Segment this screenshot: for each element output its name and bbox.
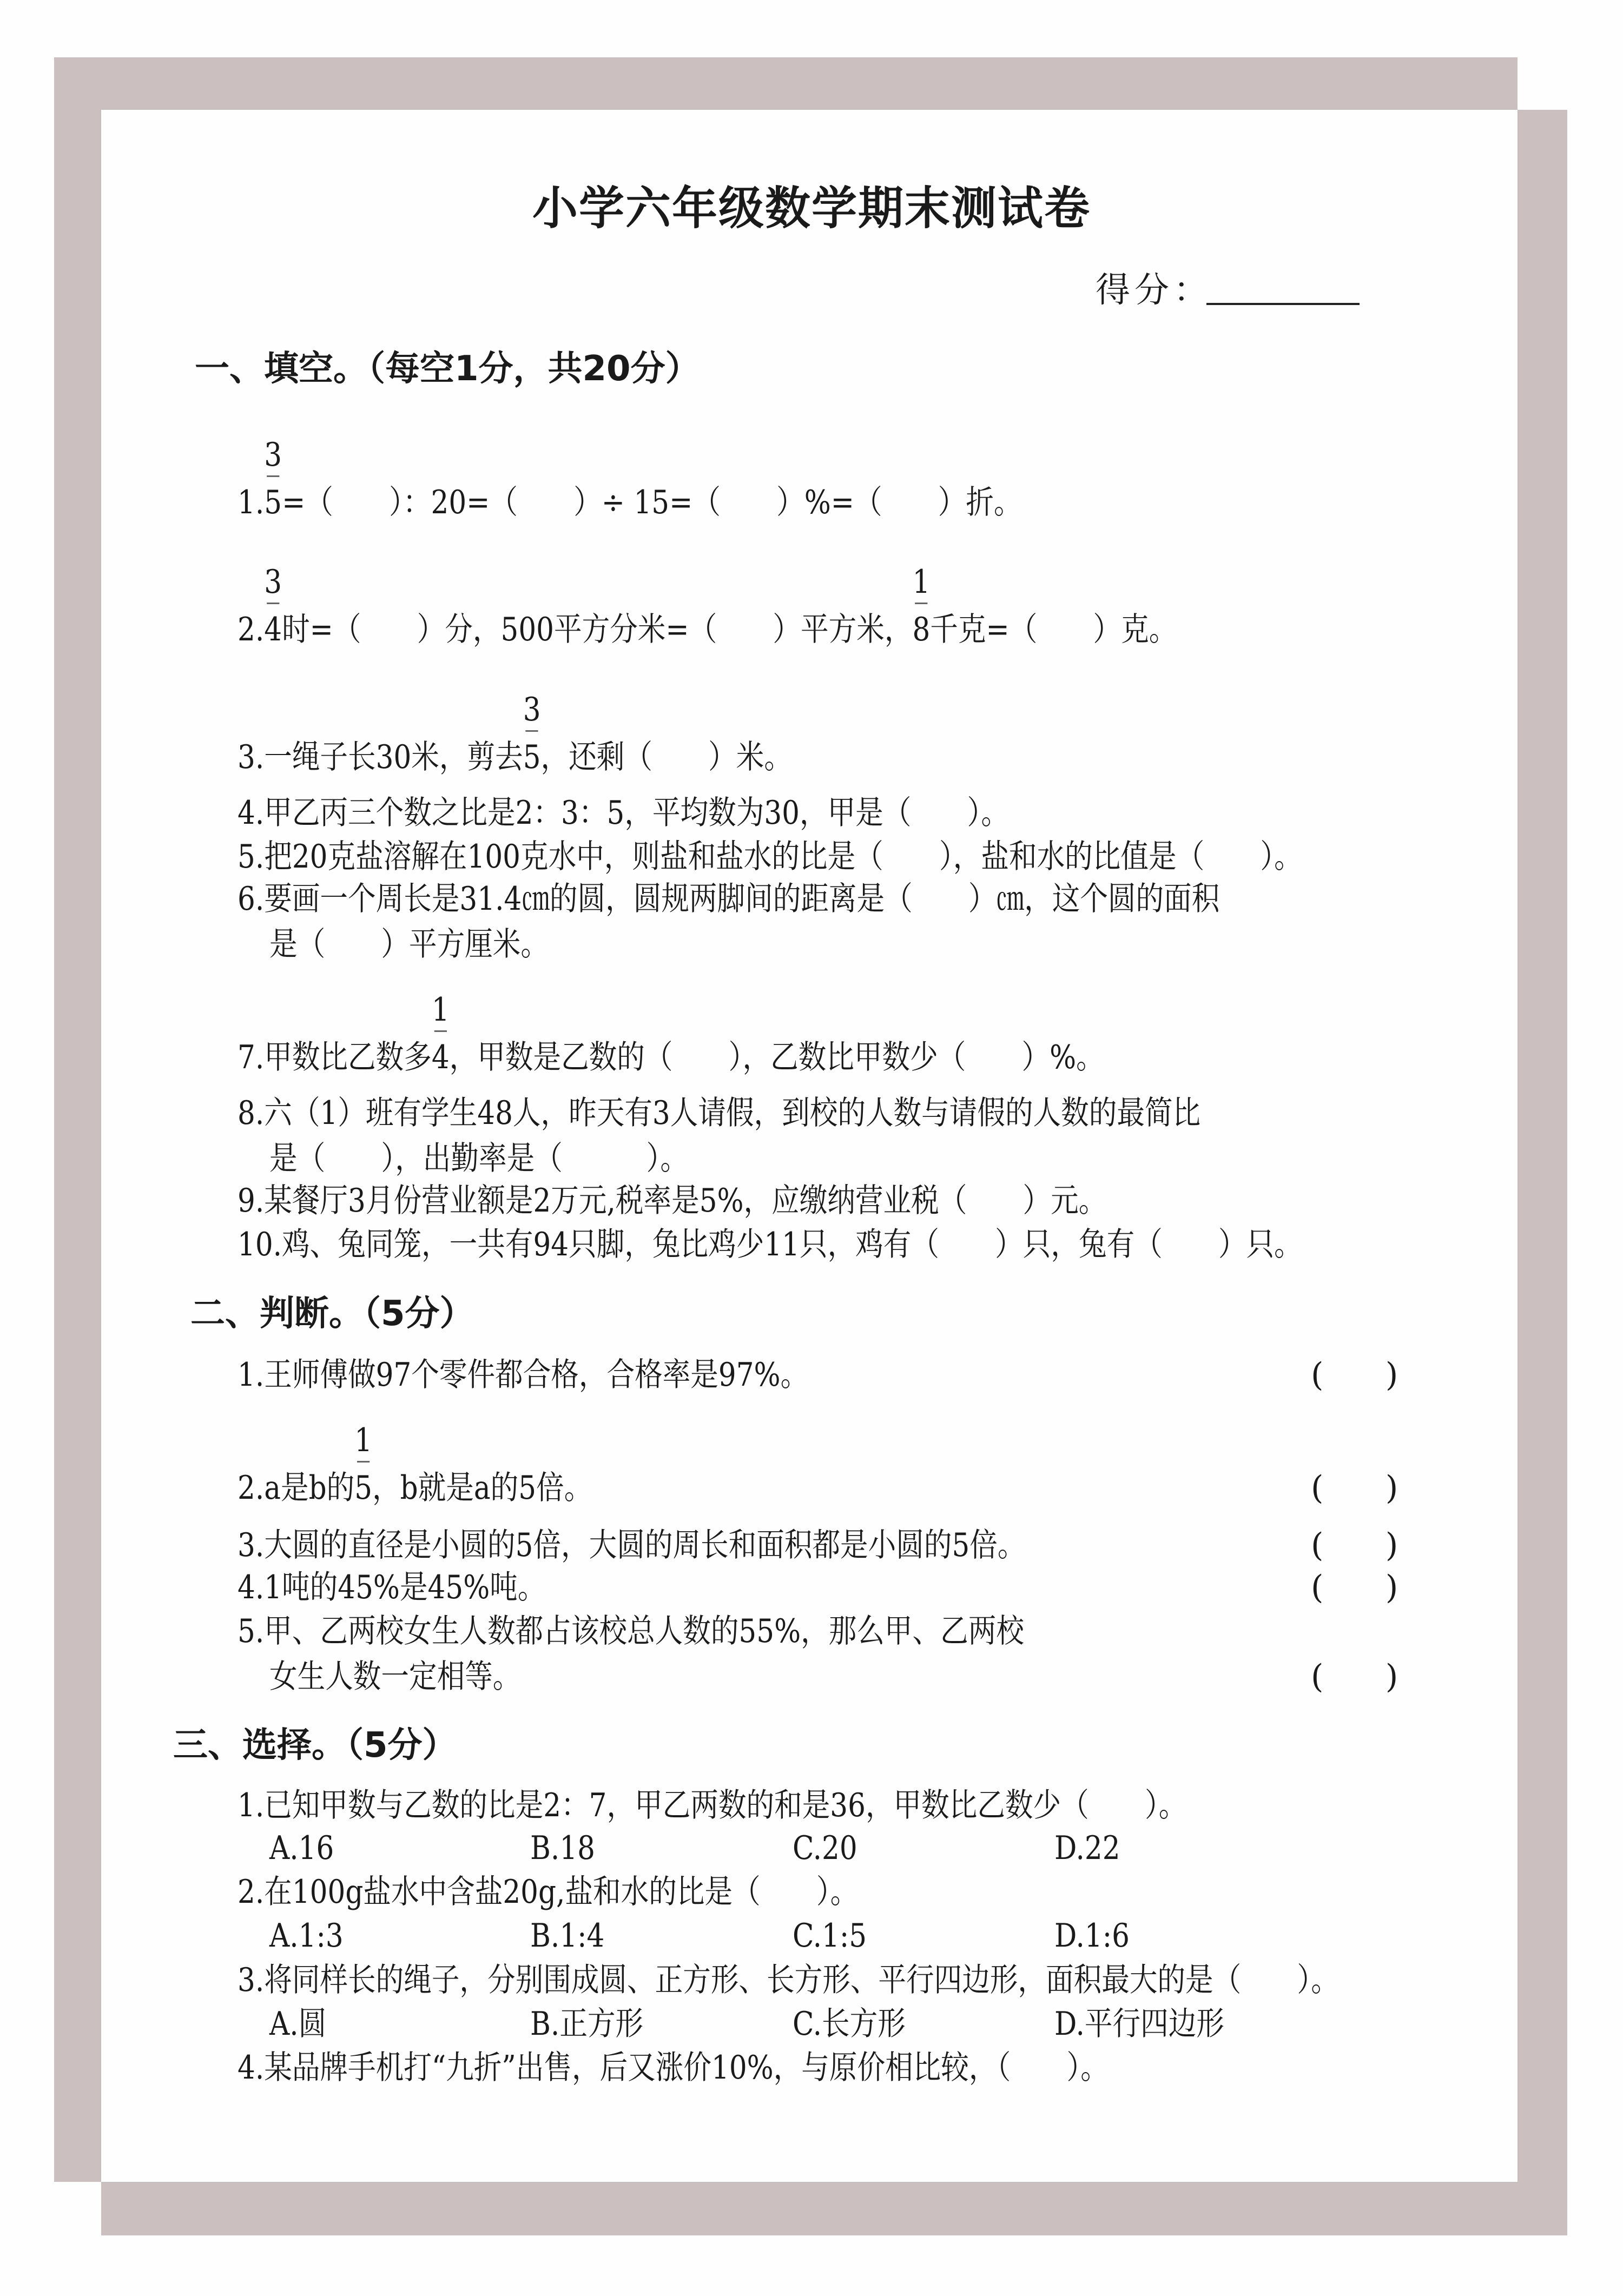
question-line	[237, 1568, 545, 1607]
question-text: 1.王师傅做97个零件都合格，合格率是97%。	[237, 1356, 809, 1394]
answer-bracket[interactable]: ( )	[1311, 1526, 1398, 1564]
choice-option[interactable]: C.20	[793, 1829, 857, 1867]
fraction-numerator: 3	[523, 691, 541, 729]
question-text: 3.大圆的直径是小圆的5倍，大圆的周长和面积都是小圆的5倍。	[237, 1526, 1026, 1564]
question-line	[237, 691, 792, 777]
fraction	[523, 691, 541, 777]
question-text: ，甲数是乙数的（ ），乙数比甲数少（ ）%。	[449, 1038, 1104, 1076]
choice-option[interactable]: B.1:4	[530, 1917, 605, 1955]
choice-option[interactable]: B.18	[530, 1829, 595, 1867]
question-line	[237, 1355, 808, 1394]
question-text: =（ ）：20=（ ）÷ 15=（ ）%=（ ）折。	[282, 484, 1022, 521]
question-text: 2.a是b的	[237, 1469, 355, 1507]
question-line	[269, 925, 549, 964]
question-text: 7.甲数比乙数多	[237, 1038, 432, 1076]
choice-option[interactable]: A.16	[269, 1829, 334, 1867]
question-text: 5.甲、乙两校女生人数都占该校总人数的55%，那么甲、乙两校	[237, 1612, 1024, 1650]
question-text: 是（ ），出勤率是（ ）。	[269, 1140, 688, 1177]
fraction	[264, 436, 282, 522]
question-text: 1.	[237, 484, 265, 521]
choice-option[interactable]: C.长方形	[793, 2005, 906, 2043]
fraction-bar	[526, 730, 538, 732]
question-text: 9.某餐厅3月份营业额是2万元,税率是5%，应缴纳营业税（ ）元。	[237, 1182, 1107, 1220]
choice-option[interactable]: D.1:6	[1054, 1917, 1130, 1955]
fraction-bar	[434, 1030, 447, 1032]
question-text: 2.	[237, 611, 265, 649]
question-text: 4.甲乙丙三个数之比是2：3：5，平均数为30，甲是（ ）。	[237, 794, 1009, 832]
fraction-denominator: 5	[354, 1469, 373, 1507]
score-blank[interactable]	[1206, 303, 1360, 305]
question-text: 1.已知甲数与乙数的比是2：7，甲乙两数的和是36，甲数比乙数少（ ）。	[237, 1786, 1187, 1824]
choice-option[interactable]: D.平行四边形	[1054, 2005, 1224, 2043]
fraction-bar	[357, 1461, 370, 1463]
fraction-denominator: 5	[264, 484, 282, 521]
question-text: 千克=（ ）克。	[930, 611, 1177, 649]
question-text: 5.把20克盐溶解在100克水中，则盐和盐水的比是（ ），盐和水的比值是（ ）。	[237, 838, 1302, 876]
question-line	[237, 837, 1302, 876]
question-line	[269, 1139, 688, 1178]
question-line	[237, 793, 1009, 832]
question-text: ，b就是a的5倍。	[372, 1469, 592, 1507]
fraction-numerator: 3	[264, 563, 282, 601]
question-text: 时=（ ）分，500平方分米=（ ）平方米，	[282, 611, 913, 649]
score-label: 得分：	[1096, 270, 1212, 310]
choice-option[interactable]: D.22	[1054, 1829, 1120, 1867]
question-text: 3.将同样长的绳子，分别围成圆、正方形、长方形、平行四边形，面积最大的是（ ）。	[237, 1961, 1339, 1999]
fraction-bar	[267, 603, 279, 604]
answer-bracket[interactable]: ( )	[1311, 1356, 1398, 1394]
question-line	[237, 1872, 858, 1911]
fraction-numerator: 1	[912, 563, 931, 601]
question-text: 4.某品牌手机打“九折”出售，后又涨价10%，与原价相比较，（ ）。	[237, 2049, 1109, 2087]
question-text: 8.六（1）班有学生48人，昨天有3人请假，到校的人数与请假的人数的最简比	[237, 1094, 1201, 1132]
question-line	[237, 1961, 1339, 2000]
choice-option[interactable]: A.圆	[269, 2005, 327, 2043]
answer-bracket[interactable]: ( )	[1311, 1658, 1398, 1696]
choice-option[interactable]: A.1:3	[269, 1917, 344, 1955]
choice-option[interactable]: C.1:5	[793, 1917, 867, 1955]
section-heading: 一、填空。（每空1分，共20分）	[195, 349, 700, 389]
question-line	[237, 879, 1219, 918]
fraction-bar	[267, 475, 279, 477]
answer-bracket[interactable]: ( )	[1311, 1469, 1398, 1507]
fraction-denominator: 4	[264, 611, 282, 649]
question-line	[237, 1786, 1186, 1825]
question-line	[269, 1657, 520, 1696]
question-line	[237, 1181, 1106, 1220]
question-line	[237, 2048, 1109, 2087]
question-line	[237, 1612, 1024, 1651]
section-heading: 三、选择。（5分）	[173, 1725, 457, 1765]
section-heading: 二、判断。（5分）	[190, 1294, 474, 1334]
question-text: 6.要画一个周长是31.4㎝的圆，圆规两脚间的距离是（ ）㎝，这个圆的面积	[237, 880, 1220, 918]
question-text: 4.1吨的45%是45%吨。	[237, 1569, 546, 1606]
exam-title: 小学六年级数学期末测试卷	[532, 182, 1091, 235]
question-line	[237, 991, 1104, 1077]
question-text: ，还剩（ ）米。	[540, 738, 792, 776]
fraction-denominator: 8	[912, 611, 931, 649]
fraction	[431, 991, 450, 1077]
fraction	[912, 563, 931, 649]
question-text: 女生人数一定相等。	[269, 1658, 521, 1696]
fraction	[264, 563, 282, 649]
question-line	[237, 1526, 1025, 1565]
fraction-bar	[915, 603, 927, 604]
question-text: 是（ ）平方厘米。	[269, 925, 549, 963]
fraction-denominator: 4	[431, 1038, 450, 1076]
question-line	[237, 1421, 592, 1507]
fraction	[354, 1421, 373, 1507]
question-text: 3.一绳子长30米，剪去	[237, 738, 523, 776]
fraction-numerator: 3	[264, 436, 282, 474]
question-text: 10.鸡、兔同笼，一共有94只脚，兔比鸡少11只，鸡有（ ）只，兔有（ ）只。	[237, 1226, 1302, 1263]
fraction-numerator: 1	[354, 1421, 373, 1459]
question-line	[237, 1094, 1200, 1133]
question-text: 2.在100g盐水中含盐20g,盐和水的比是（ ）。	[237, 1873, 859, 1911]
question-line	[237, 436, 1022, 522]
answer-bracket[interactable]: ( )	[1311, 1569, 1398, 1606]
question-line	[237, 563, 1177, 649]
fraction-denominator: 5	[523, 738, 541, 776]
choice-option[interactable]: B.正方形	[530, 2005, 644, 2043]
fraction-numerator: 1	[431, 991, 450, 1029]
question-line	[237, 1225, 1302, 1264]
